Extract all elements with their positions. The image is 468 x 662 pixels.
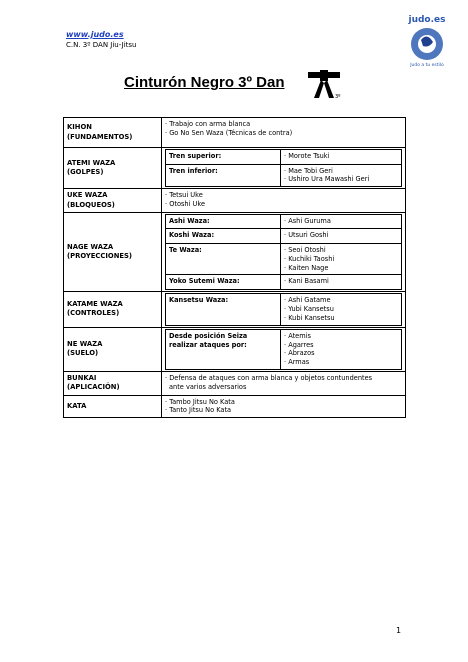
cell-text: · Go No Sen Waza (Técnicas de contra) — [165, 128, 293, 137]
judo-es-logo — [398, 12, 456, 68]
svg-text:judo.es: judo.es — [408, 15, 446, 25]
category-cell — [64, 372, 162, 395]
cell-text: · Ashi Guruma — [281, 214, 402, 229]
cell-text: · Trabajo con arma blanca — [165, 120, 251, 128]
cell-text: KIHON — [67, 123, 92, 132]
page-number: 1 — [396, 626, 402, 635]
content-cell — [162, 118, 406, 148]
content-cell — [162, 189, 406, 212]
cell-text: (CONTROLES) — [67, 309, 120, 318]
table-row — [64, 291, 406, 327]
cell-text: · Tanto Jitsu No Kata — [165, 406, 232, 415]
table-row — [64, 395, 406, 418]
cell-text: KATAME WAZA — [67, 300, 123, 309]
cell-text: (FUNDAMENTOS) — [67, 132, 133, 141]
content-cell — [162, 327, 406, 372]
content-cell — [162, 291, 406, 327]
cell-text: · Yubi Kansetsu — [284, 304, 334, 313]
cell-text: · Tambo Jitsu No Kata — [165, 397, 235, 406]
table-row — [64, 327, 406, 372]
cell-text: · Ushiro Ura Mawashi Geri — [284, 175, 370, 184]
svg-text:Judo a tu estilo: Judo a tu estilo — [410, 63, 444, 68]
cell-text: · Agarres — [284, 340, 314, 349]
category-cell — [64, 291, 162, 327]
cell-text: UKE WAZA — [67, 191, 108, 200]
category-cell — [64, 148, 162, 189]
cell-text: Desde posición Seiza — [169, 331, 248, 340]
cell-text: · Utsuri Goshi — [281, 229, 402, 244]
cell-text: (PROYECCIONES) — [67, 251, 133, 260]
table-row — [64, 372, 406, 395]
cell-text: Ashi Waza: — [166, 214, 281, 229]
cell-text: Koshi Waza: — [166, 229, 281, 244]
cell-text: · Atemis — [284, 331, 311, 340]
table-row — [64, 189, 406, 212]
cell-text: (APLICACIÓN) — [67, 383, 120, 392]
belt-dan-mark: 3º — [335, 94, 341, 100]
cell-text: (BLOQUEOS) — [67, 200, 115, 209]
content-cell — [162, 372, 406, 395]
cell-text: ATEMI WAZA — [67, 158, 116, 167]
page-title: Cinturón Negro 3º Dan — [124, 74, 285, 91]
cell-text: ante varios adversarios — [169, 383, 247, 392]
cell-text: Yoko Sutemi Waza: — [166, 275, 281, 290]
cell-text: BUNKAI — [67, 374, 97, 383]
category-cell — [64, 118, 162, 148]
content-cell — [162, 148, 406, 189]
cell-text: Kansetsu Waza: — [166, 293, 281, 325]
cell-text: · Kubi Kansetsu — [284, 313, 335, 322]
cell-text: NE WAZA — [67, 340, 103, 349]
cell-text: NAGE WAZA — [67, 242, 114, 251]
cell-text: · Armas — [284, 358, 310, 367]
cell-text: · Morote Tsuki — [281, 150, 402, 165]
curriculum-table — [63, 117, 406, 418]
cell-text: · Ashi Gatame — [284, 295, 331, 304]
category-cell — [64, 327, 162, 372]
cell-text: · Kuchiki Taoshi — [284, 254, 335, 263]
cell-text: Te Waza: — [166, 243, 281, 275]
cell-text: · Otoshi Uke — [165, 200, 206, 209]
category-cell — [64, 395, 162, 418]
cell-text: · Defensa de ataques con arma blanca y objetos contundentes — [165, 374, 373, 383]
header-subtitle: C.N. 3º DAN Jiu-Jitsu — [66, 41, 137, 49]
cell-text: · Kani Basami — [281, 275, 402, 290]
black-belt-icon — [306, 68, 342, 102]
table-row — [64, 118, 406, 148]
cell-text: (SUELO) — [67, 349, 99, 358]
cell-text: realizar ataques por: — [169, 340, 247, 349]
content-cell — [162, 212, 406, 291]
table-row — [64, 212, 406, 291]
site-link[interactable]: www.judo.es — [66, 30, 124, 39]
cell-text: · Seoi Otoshi — [284, 245, 326, 254]
cell-text: · Abrazos — [284, 349, 315, 358]
cell-text: Tren inferior: — [166, 164, 281, 187]
table-row — [64, 148, 406, 189]
cell-text: (GOLPES) — [67, 168, 104, 177]
content-cell — [162, 395, 406, 418]
category-cell — [64, 189, 162, 212]
cell-text: · Mae Tobi Geri — [284, 166, 333, 175]
category-cell — [64, 212, 162, 291]
cell-text: · Tetsui Uke — [165, 191, 203, 200]
cell-text: KATA — [67, 401, 87, 410]
cell-text: · Kaiten Nage — [284, 263, 329, 272]
cell-text: Tren superior: — [166, 150, 281, 165]
